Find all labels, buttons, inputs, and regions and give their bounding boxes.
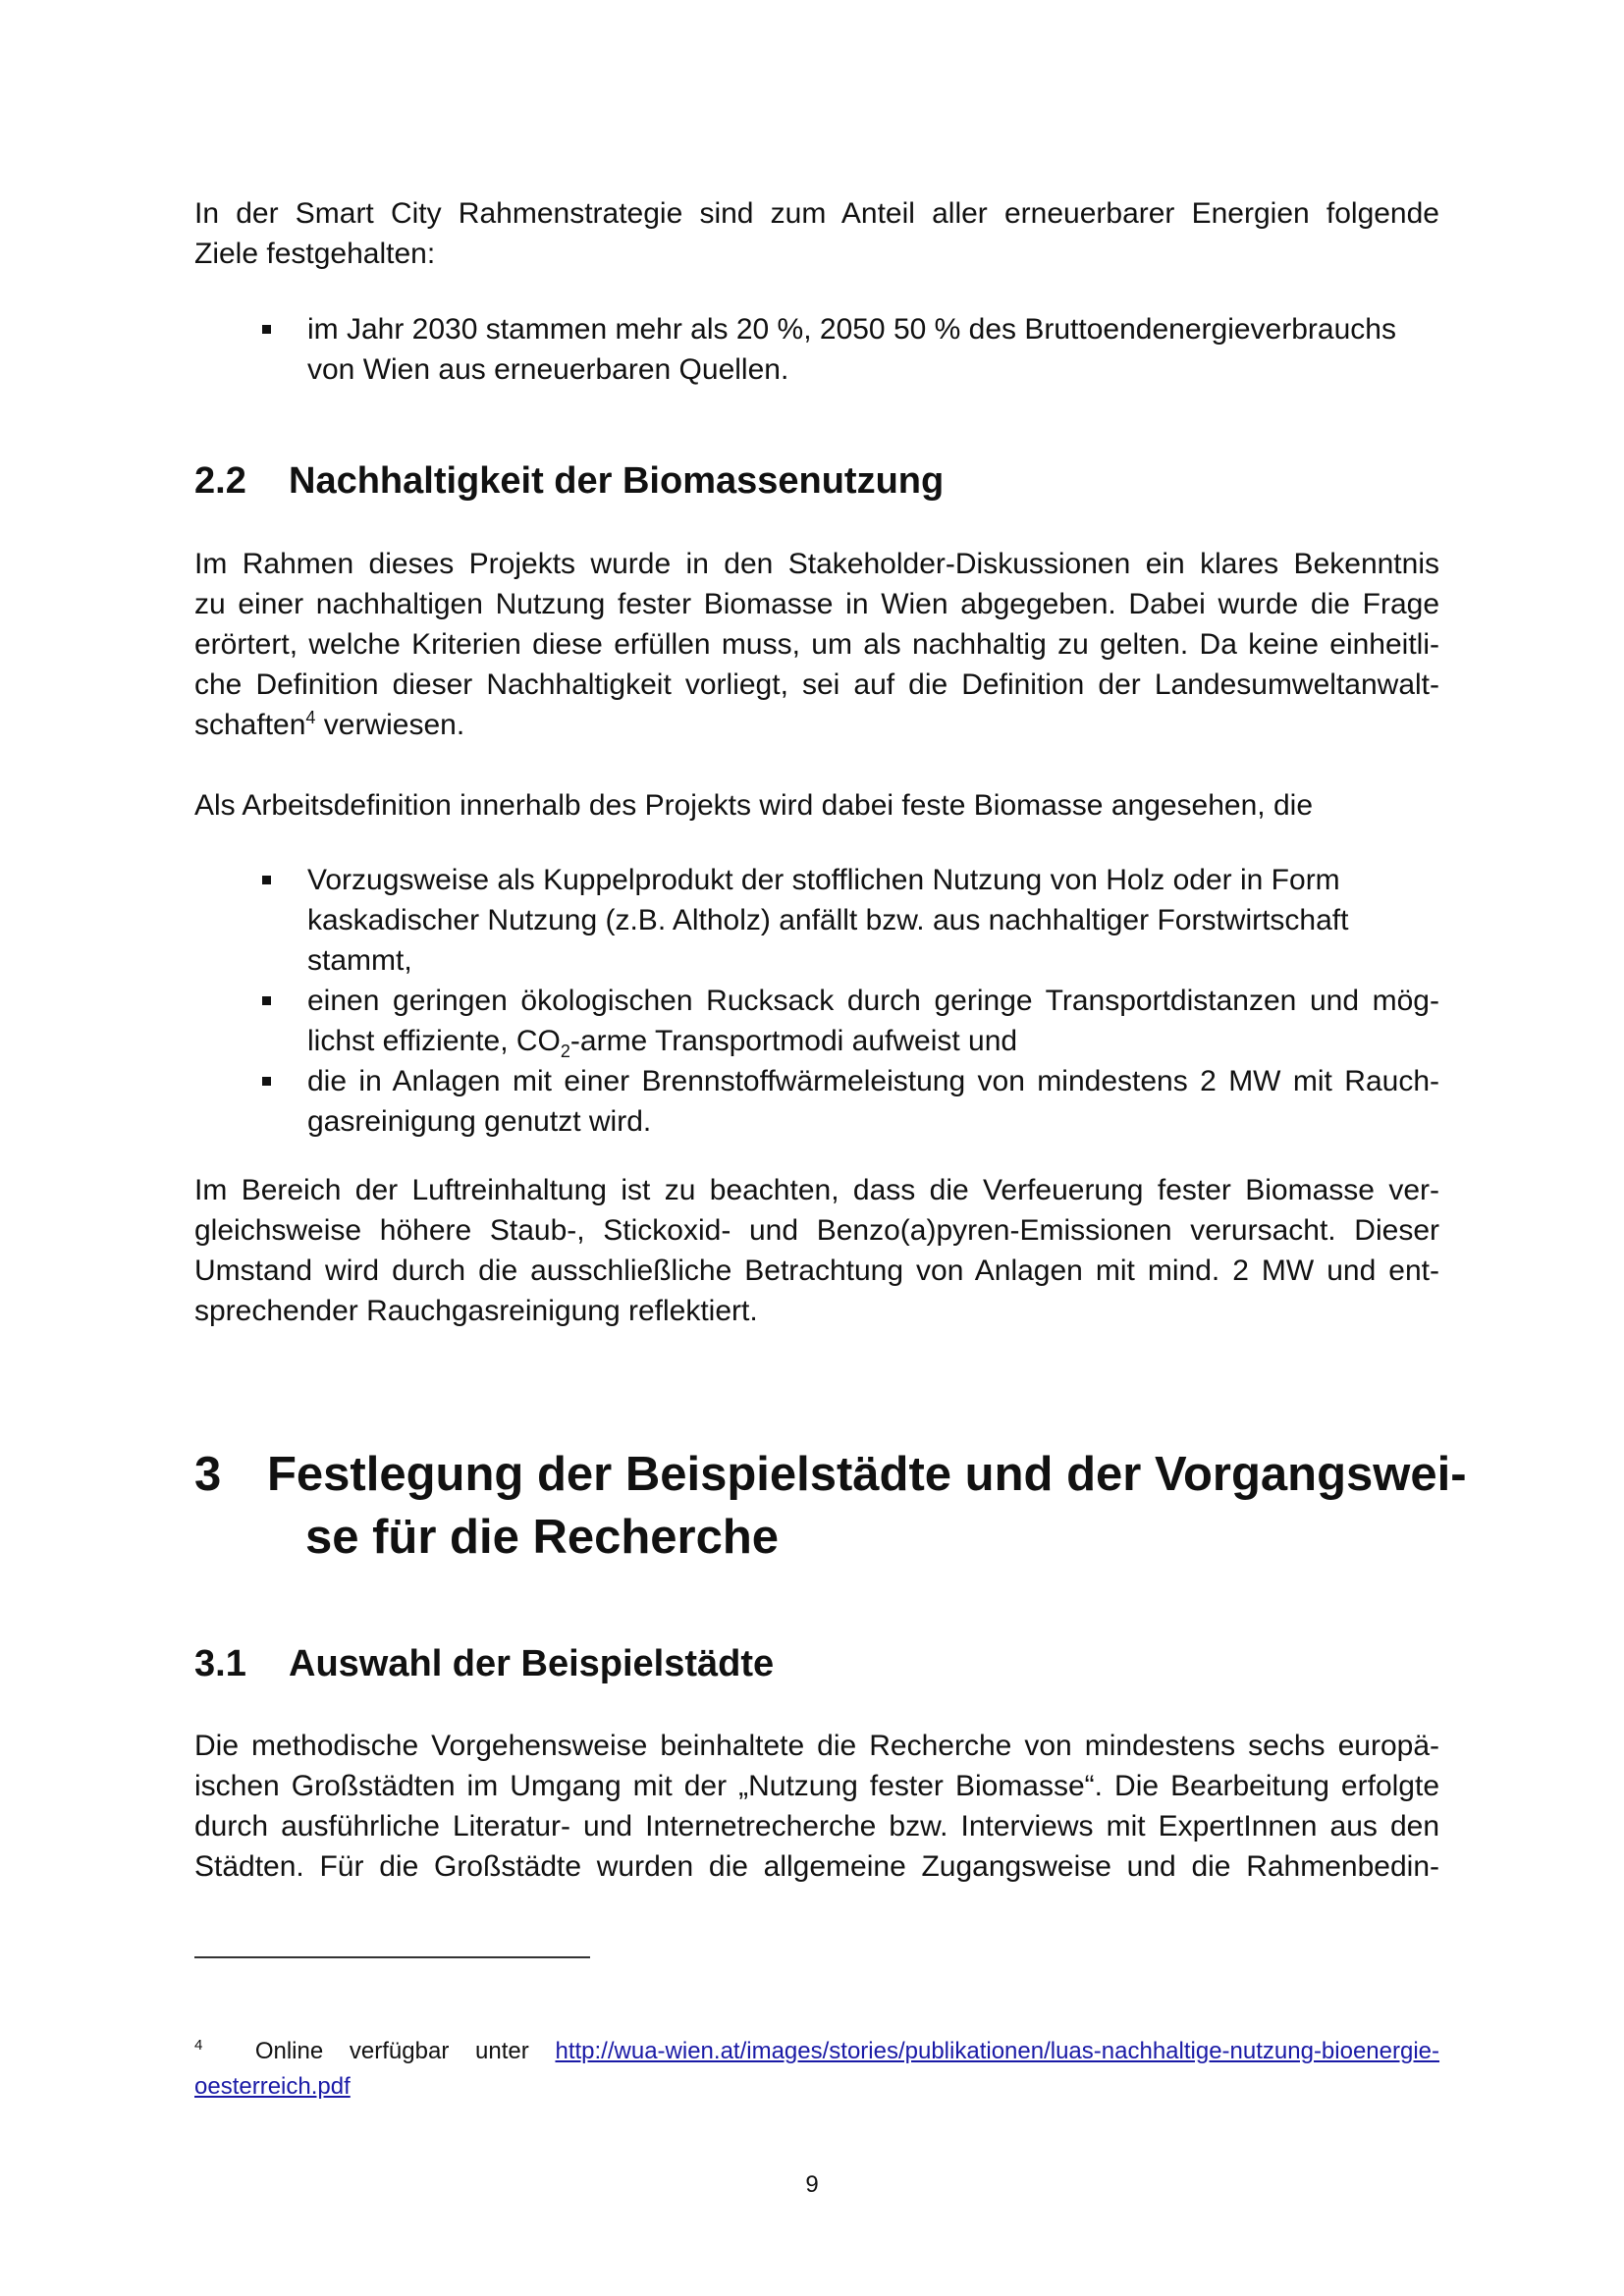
section-number: 3.1	[194, 1643, 246, 1684]
list-item	[194, 1061, 1439, 1142]
footnote	[194, 2034, 1439, 2105]
list-item	[194, 860, 1439, 981]
chapter-title-line-2: se für die Recherche	[305, 1511, 780, 1564]
section-2-2-paragraph-1	[194, 544, 1439, 745]
footnote-line-1	[194, 2034, 1439, 2069]
square-bullet-icon	[262, 325, 271, 334]
bullet-line: die in Anlagen mit einer Brennstoffwärmeleistung von mindestens 2 MW mit Rauch-	[307, 1065, 1439, 1097]
chapter-title-line-1: Festlegung der Beispielstädte und der Vorgangswei-	[267, 1448, 1467, 1501]
square-bullet-icon	[262, 876, 271, 884]
intro-paragraph	[194, 193, 1439, 274]
section-number: 2.2	[194, 460, 246, 502]
intro-line-2: Ziele festgehalten:	[194, 238, 436, 270]
footnote-link[interactable]: http://wua-wien.at/images/stories/publikationen/luas-nachhaltige-nutzung-bioenergie-	[555, 2038, 1440, 2064]
bullet-text: Vorzugsweise als Kuppelprodukt der stofflichen Nutzung von Holz oder in Form kaskadischer Nutzung (z.B. Altholz) anfällt bzw. aus nachhaltiger Forstwirtschaft stammt,	[307, 864, 1349, 977]
bullet-line: gasreinigung genutzt wird.	[307, 1105, 652, 1138]
text-fragment: schaften	[194, 709, 306, 741]
intro-bullet-list	[194, 309, 1439, 390]
text-line: sprechender Rauchgasreinigung reflektiert.	[194, 1295, 758, 1327]
bullet-line: im Jahr 2030 stammen mehr als 20 %, 2050 50 % des Bruttoendenergieverbrauchs	[307, 313, 1396, 346]
intro-line-1: In der Smart City Rahmenstrategie sind zum Anteil aller erneuerbarer Energien folgende	[194, 197, 1439, 230]
section-title: Nachhaltigkeit der Biomassenutzung	[289, 460, 945, 502]
footnote-line-2	[194, 2069, 1439, 2105]
footnote-reference[interactable]: 4	[305, 708, 316, 727]
bullet-line: von Wien aus erneuerbaren Quellen.	[307, 353, 789, 386]
text-line: ischen Großstädten im Umgang mit der „Nutzung fester Biomasse“. Die Bearbeitung erfolgte	[194, 1770, 1439, 1802]
square-bullet-icon	[262, 996, 271, 1005]
list-item	[194, 981, 1439, 1061]
page-number: 9	[805, 2171, 819, 2198]
subscript: 2	[560, 1041, 570, 1061]
text-line: Umstand wird durch die ausschließliche Betrachtung von Anlagen mit mind. 2 MW und ent-	[194, 1255, 1439, 1287]
text-line: Im Bereich der Luftreinhaltung ist zu beachten, dass die Verfeuerung fester Biomasse ver-	[194, 1174, 1439, 1206]
footnote-number: 4	[194, 2037, 203, 2054]
text-fragment: lichst effiziente, CO	[307, 1025, 561, 1057]
criteria-bullet-list	[194, 860, 1439, 1142]
list-item	[194, 309, 1439, 390]
text-line: che Definition dieser Nachhaltigkeit vorliegt, sei auf die Definition der Landesumweltanwalt-	[194, 668, 1439, 701]
section-heading-3-1	[194, 1640, 774, 1687]
text-line: Städten. Für die Großstädte wurden die allgemeine Zugangsweise und die Rahmenbedin-	[194, 1850, 1439, 1883]
text-line: erörtert, welche Kriterien diese erfüllen muss, um als nachhaltig zu gelten. Da keine einheitli-	[194, 628, 1439, 661]
text-line: Im Rahmen dieses Projekts wurde in den Stakeholder-Diskussionen ein klares Bekenntnis	[194, 548, 1439, 580]
footnote-separator	[194, 1956, 590, 1958]
footnote-link-continued[interactable]: oesterreich.pdf	[194, 2073, 351, 2100]
section-heading-2-2	[194, 457, 944, 505]
text-line: durch ausführliche Literatur- und Internetrecherche bzw. Interviews mit ExpertInnen aus den	[194, 1810, 1439, 1842]
text-line: zu einer nachhaltigen Nutzung fester Biomasse in Wien abgegeben. Dabei wurde die Frage	[194, 588, 1439, 620]
bullet-line	[307, 1021, 1439, 1061]
text-fragment: -arme Transportmodi aufweist und	[569, 1025, 1018, 1057]
text-line: gleichsweise höhere Staub-, Stickoxid- und Benzo(a)pyren-Emissionen verursacht. Dieser	[194, 1214, 1439, 1247]
footnote-text: Online verfügbar unter	[254, 2038, 529, 2064]
text-line: Die methodische Vorgehensweise beinhaltete die Recherche von mindestens sechs europä-	[194, 1730, 1439, 1762]
section-2-2-paragraph-2: Als Arbeitsdefinition innerhalb des Projekts wird dabei feste Biomasse angesehen, die	[194, 789, 1314, 822]
section-2-2-paragraph-3	[194, 1170, 1439, 1331]
text-line	[194, 705, 1439, 745]
bullet-line: einen geringen ökologischen Rucksack durch geringe Transportdistanzen und mög-	[307, 985, 1439, 1017]
square-bullet-icon	[262, 1077, 271, 1086]
section-3-1-paragraph-1	[194, 1726, 1439, 1887]
text-fragment: verwiesen.	[315, 709, 465, 741]
chapter-number: 3	[194, 1448, 222, 1501]
section-title: Auswahl der Beispielstädte	[289, 1643, 775, 1684]
